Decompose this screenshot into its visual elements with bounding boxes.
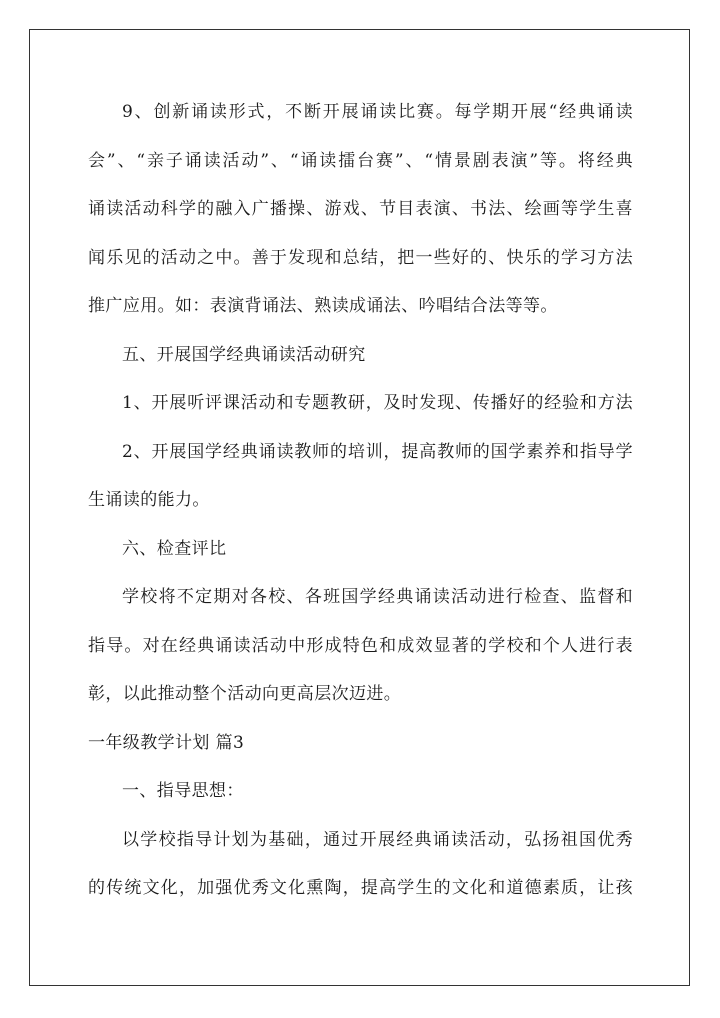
text-line: 以学校指导计划为基础，通过开展经典诵读活动，弘扬祖国优秀 [122, 829, 633, 850]
document-body [88, 88, 633, 913]
text-line: 会”、“亲子诵读活动”、“诵读擂台赛”、“情景剧表演”等。将经典 [88, 150, 633, 171]
text-line: 一年级教学计划 篇3 [88, 732, 245, 753]
text-line: 五、开展国学经典诵读活动研究 [122, 344, 366, 365]
text-line: 闻乐见的活动之中。善于发现和总结，把一些好的、快乐的学习方法 [88, 247, 633, 268]
text-line: 学校将不定期对各校、各班国学经典诵读活动进行检查、监督和 [122, 587, 633, 607]
text-line: 指导。对在经典诵读活动中形成特色和成效显著的学校和个人进行表 [88, 635, 633, 656]
text-line: 的传统文化，加强优秀文化熏陶，提高学生的文化和道德素质，让孩 [88, 878, 633, 898]
text-line: 诵读活动科学的融入广播操、游戏、节目表演、书法、绘画等学生喜 [88, 199, 633, 219]
text-line: 一、指导思想： [122, 781, 244, 801]
text-line: 9、创新诵读形式，不断开展诵读比赛。每学期开展“经典诵读 [122, 102, 633, 122]
text-line: 六、检查评比 [122, 538, 227, 559]
text-line: 彰，以此推动整个活动向更高层次迈进。 [88, 684, 402, 704]
text-line: 1、开展听评课活动和专题教研，及时发现、传播好的经验和方法 [122, 393, 633, 413]
text-line: 生诵读的能力。 [88, 490, 210, 510]
text-line: 推广应用。如：表演背诵法、熟读成诵法、吟唱结合法等等。 [88, 296, 558, 316]
text-line: 2、开展国学经典诵读教师的培训，提高教师的国学素养和指导学 [122, 441, 633, 462]
